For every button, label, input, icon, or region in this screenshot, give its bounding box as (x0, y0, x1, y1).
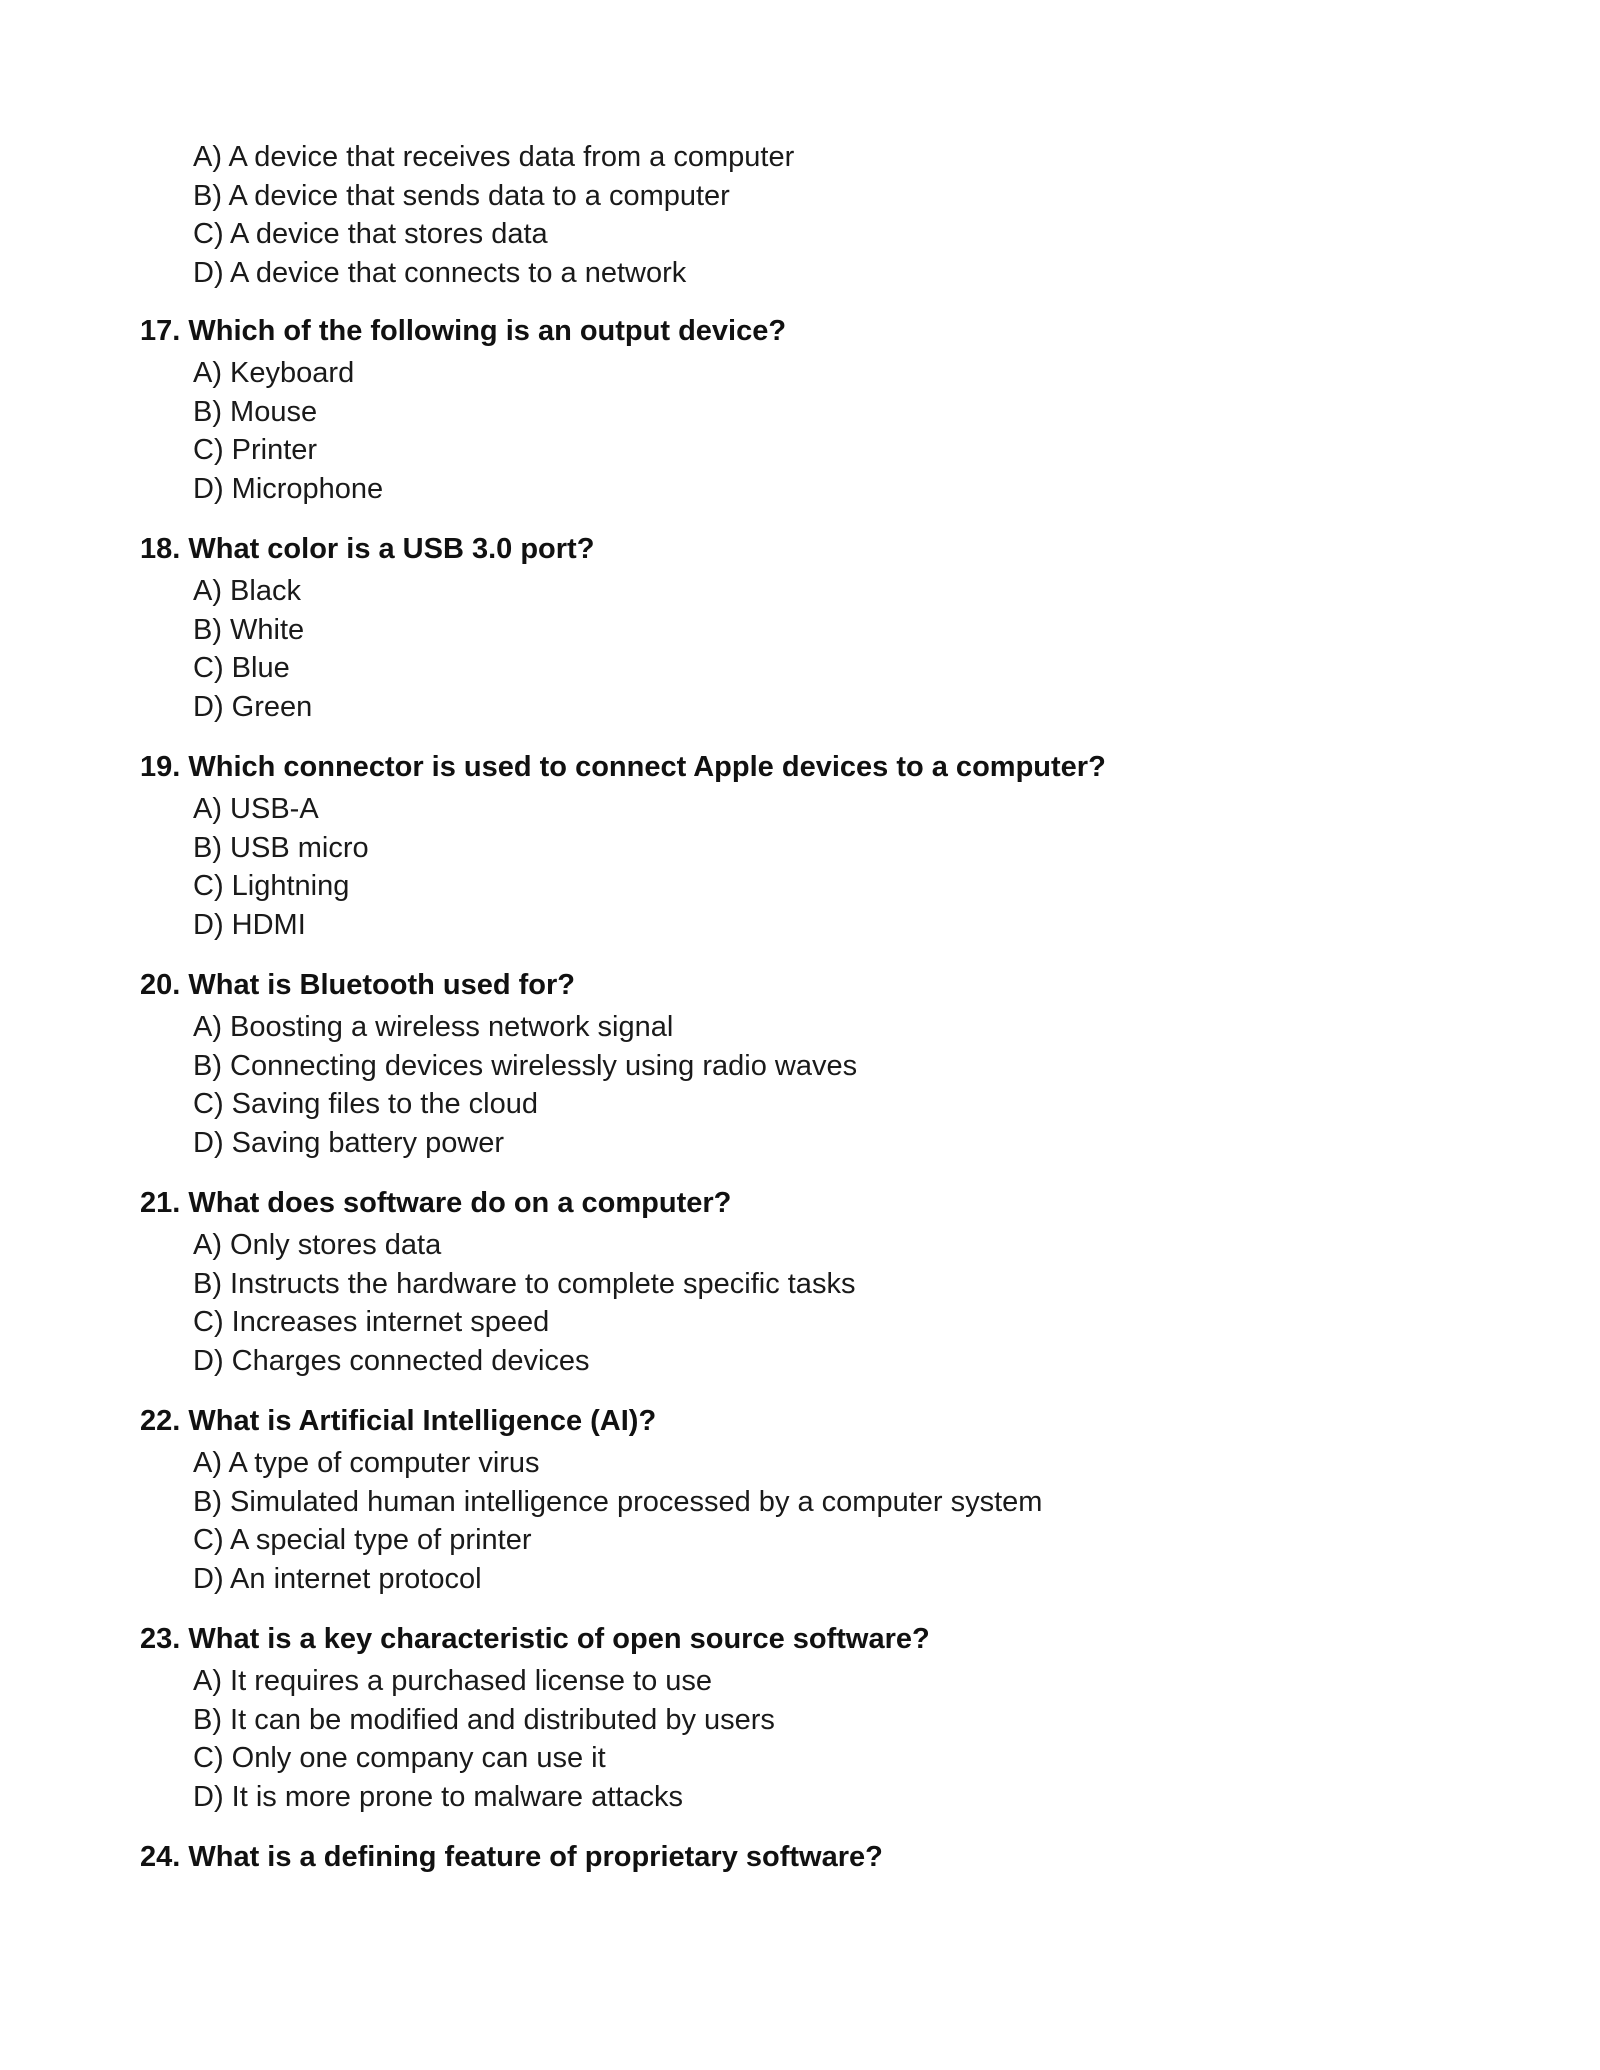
option-d: D) An internet protocol (193, 1562, 482, 1595)
option-b: B) It can be modified and distributed by users (193, 1703, 775, 1736)
option-d: D) It is more prone to malware attacks (193, 1780, 683, 1813)
question-23 (140, 1620, 1440, 1816)
question-22 (140, 1402, 1440, 1598)
option-c: C) Saving files to the cloud (193, 1088, 538, 1120)
option-list (140, 786, 1440, 944)
option-list (140, 1440, 1440, 1598)
option-a: A) Only stores data (193, 1229, 442, 1261)
question-24 (140, 1838, 1440, 1876)
option-b: B) USB micro (193, 831, 369, 864)
question-21 (140, 1184, 1440, 1380)
option-c: C) Increases internet speed (193, 1306, 550, 1338)
option-d: D) A device that connects to a network (193, 256, 687, 289)
option-a: A) USB-A (193, 793, 319, 825)
option-list (140, 350, 1440, 508)
option-c: C) Blue (193, 652, 290, 684)
question-title: 24. What is a defining feature of proprietary software? (140, 1841, 883, 1873)
option-list (140, 1004, 1440, 1162)
option-c: C) Printer (193, 434, 318, 466)
question-18 (140, 530, 1440, 726)
option-b: B) Mouse (193, 395, 318, 428)
option-b: B) Instructs the hardware to complete specific tasks (193, 1267, 856, 1300)
option-list (140, 1222, 1440, 1380)
option-c: C) A special type of printer (193, 1524, 532, 1556)
option-list (193, 138, 794, 292)
option-b: B) A device that sends data to a computer (193, 179, 730, 212)
question-title: 23. What is a key characteristic of open source software? (140, 1623, 930, 1655)
option-b: B) Connecting devices wirelessly using radio waves (193, 1049, 858, 1082)
option-d: D) HDMI (193, 908, 306, 941)
option-d: D) Saving battery power (193, 1126, 505, 1159)
option-list (140, 1658, 1440, 1816)
option-a: A) Black (193, 575, 301, 607)
question-title: 21. What does software do on a computer? (140, 1187, 732, 1219)
question-title: 18. What color is a USB 3.0 port? (140, 533, 595, 565)
option-b: B) Simulated human intelligence processed by a computer system (193, 1485, 1043, 1518)
option-c: C) Only one company can use it (193, 1742, 606, 1774)
question-20 (140, 966, 1440, 1162)
continued-question-options (193, 138, 794, 292)
option-c: C) Lightning (193, 870, 350, 902)
question-title: 17. Which of the following is an output device? (140, 315, 787, 347)
question-title: 22. What is Artificial Intelligence (AI)? (140, 1405, 657, 1437)
option-a: A) Boosting a wireless network signal (193, 1011, 674, 1043)
option-c: C) A device that stores data (193, 218, 548, 250)
option-d: D) Charges connected devices (193, 1344, 590, 1377)
option-d: D) Microphone (193, 472, 384, 505)
question-title: 20. What is Bluetooth used for? (140, 969, 576, 1001)
option-list (140, 568, 1440, 726)
question-19 (140, 748, 1440, 944)
question-17 (140, 312, 1440, 508)
option-d: D) Green (193, 690, 313, 723)
option-a: A) Keyboard (193, 357, 355, 389)
option-b: B) White (193, 613, 305, 646)
question-title: 19. Which connector is used to connect Apple devices to a computer? (140, 751, 1106, 783)
option-a: A) A device that receives data from a computer (193, 141, 795, 173)
option-a: A) It requires a purchased license to use (193, 1665, 713, 1697)
option-a: A) A type of computer virus (193, 1447, 540, 1479)
